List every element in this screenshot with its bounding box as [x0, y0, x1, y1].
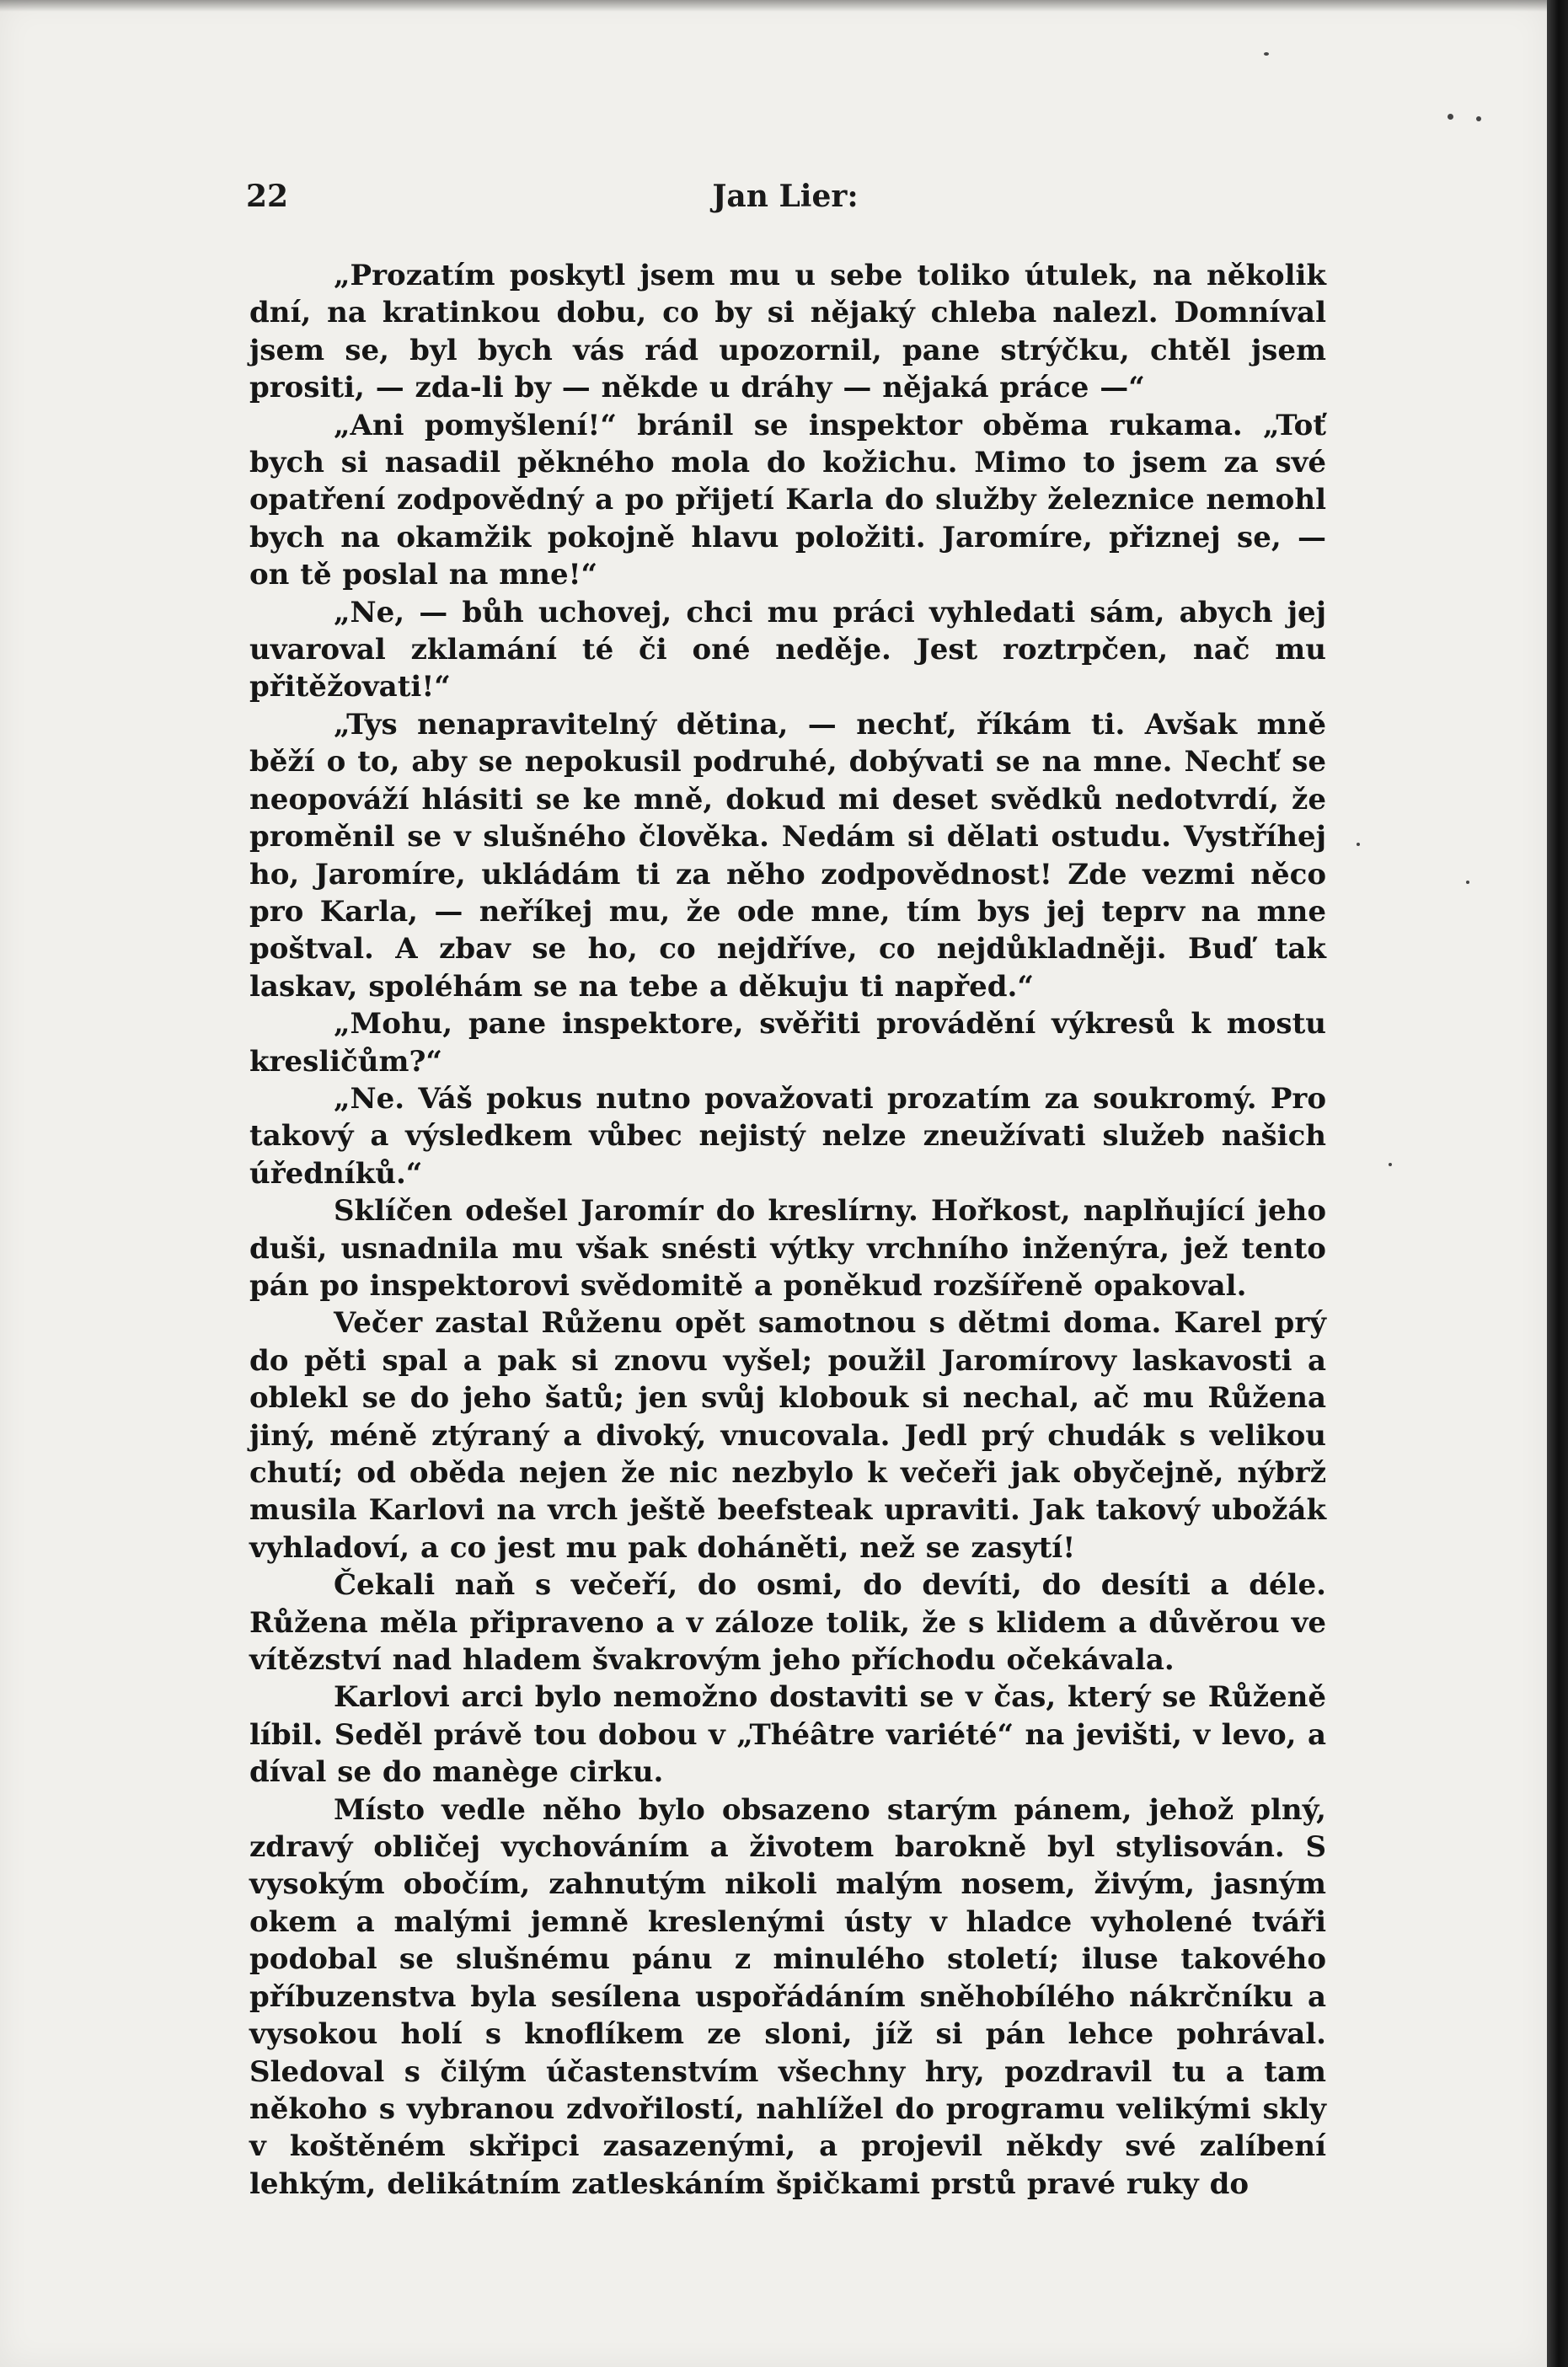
- paragraph: „Mohu, pane inspektore, svěřiti provádění výkresů k mostu kresličům?“: [249, 1007, 1326, 1079]
- scan-speck: [1448, 114, 1453, 120]
- paragraph: Čekali naň s večeří, do osmi, do devíti, do desíti a déle. Růžena měla připraveno a v záloze tolik, že s klidem a důvěrou ve vítězství nad hladem švakrovým jeho příchodu očekávala.: [249, 1568, 1326, 1678]
- body-text: [249, 257, 1326, 2203]
- paragraph: Karlovi arci bylo nemožno dostaviti se v čas, který se Růženě líbil. Seděl právě tou dobou v „Théâtre variété“ na jevišti, v levo, a díval se do manège cirku.: [249, 1680, 1326, 1790]
- scan-speck: [1466, 881, 1469, 884]
- scan-speck: [1389, 1163, 1392, 1166]
- paragraph: Sklíčen odešel Jaromír do kreslírny. Hořkost, naplňující jeho duši, usnadnila mu však snésti výtky vrchního inženýra, jež tento pán po inspektorovi svědomitě a poněkud rozšířeně opakoval.: [249, 1194, 1326, 1303]
- paragraph: „Ani pomyšlení!“ bránil se inspektor oběma rukama. „Toť bych si nasadil pěkného mola do kožichu. Mimo to jsem za své opatření zodpovědný a po přijetí Karla do služby železnice nemohl bych na okamžik pokojně hlavu položiti. Jaromíre, přiznej se, — on tě poslal na mne!“: [249, 408, 1326, 592]
- paragraph: „Ne. Váš pokus nutno považovati prozatím za soukromý. Pro takový a výsledkem vůbec nejistý nelze zneužívati služeb našich úředníků.“: [249, 1081, 1326, 1191]
- scan-speck: [1264, 52, 1269, 56]
- paragraph: „Prozatím poskytl jsem mu u sebe toliko útulek, na několik dní, na kratinkou dobu, co by si nějaký chleba nalezl. Domníval jsem se, byl bych vás rád upozornil, pane strýčku, chtěl jsem prositi, — zda-li by — někde u dráhy — nějaká práce —“: [249, 259, 1326, 405]
- paragraph: Večer zastal Růženu opět samotnou s dětmi doma. Karel prý do pěti spal a pak si znovu vyšel; použil Jaromírovy laskavosti a oblekl se do jeho šatů; jen svůj klobouk si nechal, ač mu Růžena jiný, méně ztýraný a divoký, vnucovala. Jedl prý chudák s velikou chutí; od oběda nejen že nic nezbylo k večeři jak obyčejně, nýbrž musila Karlovi na vrch ještě beefsteak upraviti. Jak takový ubožák vyhladoví, a co jest mu pak doháněti, než se zasytí!: [249, 1306, 1326, 1565]
- page-header: [246, 179, 1325, 221]
- page-number: 22: [246, 179, 289, 214]
- paragraph: „Ne, — bůh uchovej, chci mu práci vyhledati sám, abych jej uvaroval zklamání té či oné neděje. Jest roztrpčen, nač mu přitěžovati!“: [249, 595, 1326, 704]
- scan-speck: [1476, 116, 1481, 121]
- paragraph: „Tys nenapravitelný dětina, — nechť, říkám ti. Avšak mně běží o to, aby se nepokusil podruhé, dobývati se na mne. Nechť se neopováží hlásiti se ke mně, dokud mi deset svědků nedotvrdí, že proměnil se v slušného člověka. Nedám si dělati ostudu. Vystříhej ho, Jaromíre, ukládám ti za něho zodpovědnost! Zde vezmi něco pro Karla, — neříkej mu, že ode mne, tím bys jej teprv na mne poštval. A zbav se ho, co nejdříve, co nejdůkladněji. Buď tak laskav, spoléhám se na tebe a děkuju ti napřed.“: [249, 707, 1326, 1004]
- paragraph: Místo vedle něho bylo obsazeno starým pánem, jehož plný, zdravý obličej vychováním a životem barokně byl stylisován. S vysokým obočím, zahnutým nikoli malým nosem, živým, jasným okem a malými jemně kreslenými ústy v hladce vyholené tváři podobal se slušnému pánu z minulého století; iluse takového příbuzenstva byla sesílena uspořádáním sněhobílého nákrčníku a vysokou holí s knoflíkem ze sloni, jíž si pán lehce pohrával. Sledoval s čilým účastenstvím všechny hry, pozdravil tu a tam někoho s vybranou zdvořilostí, nahlížel do programu velikými skly v koštěném skřipci zasazenými, a projevil někdy své zalíbení lehkým, delikátním zatleskáním špičkami prstů pravé ruky do: [249, 1792, 1326, 2201]
- book-binding-edge: [1547, 0, 1568, 2367]
- scan-top-shadow: [0, 0, 1547, 12]
- running-title: Jan Lier:: [712, 179, 859, 214]
- scan-speck: [1357, 843, 1360, 846]
